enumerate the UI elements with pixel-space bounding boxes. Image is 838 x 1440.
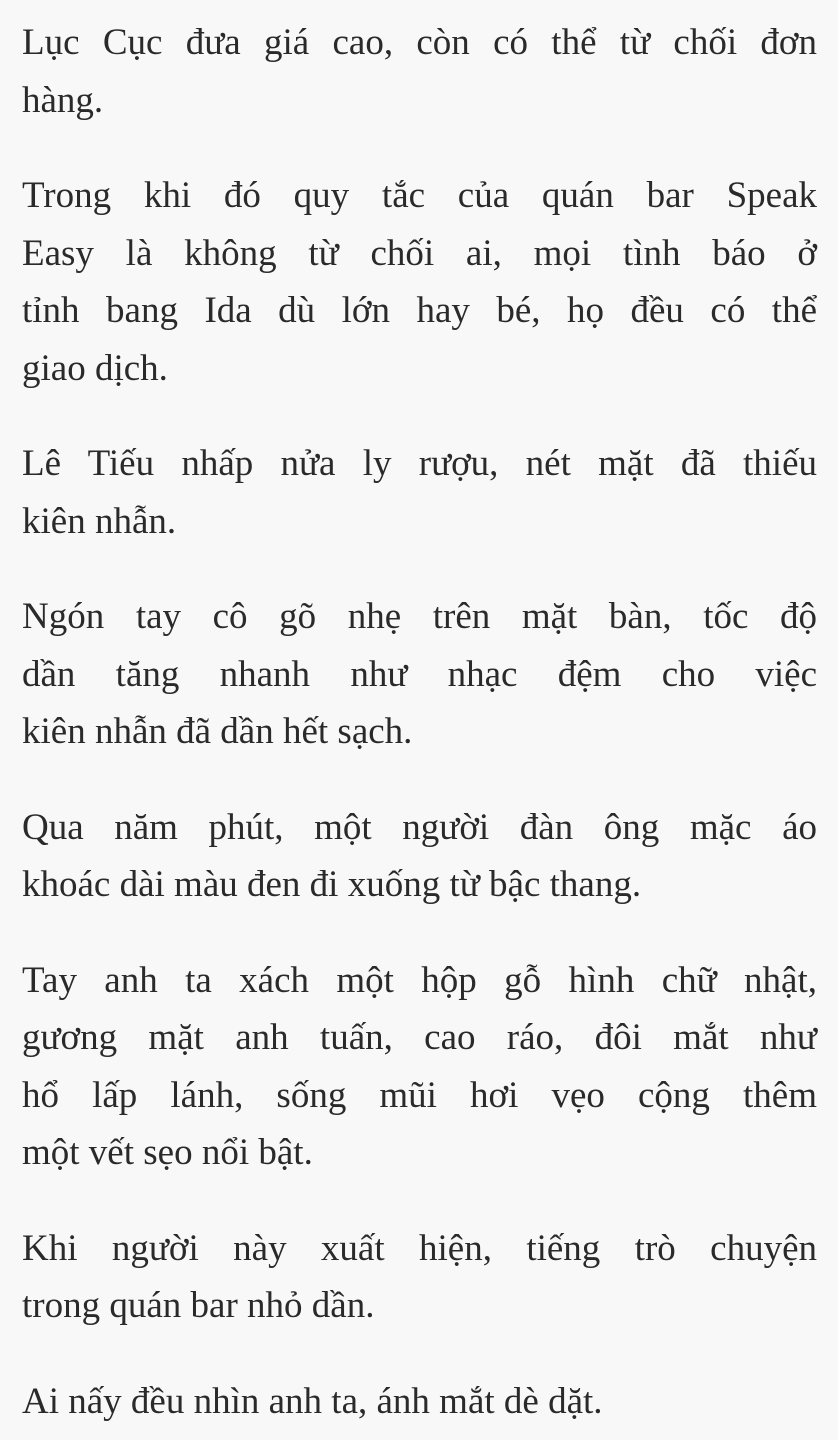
text-line: trong quán bar nhỏ dần. xyxy=(22,1285,375,1326)
text-line: tỉnh bang Ida dù lớn hay bé, họ đều có thể xyxy=(22,290,817,331)
text-line: kiên nhẫn. xyxy=(22,500,177,542)
text-line: Tay anh ta xách một hộp gỗ hình chữ nhật, xyxy=(22,959,817,1001)
paragraph xyxy=(22,167,817,397)
paragraph xyxy=(22,1373,817,1431)
text-line: Easy là không từ chối ai, mọi tình báo ở xyxy=(22,232,817,274)
text-line: Lê Tiếu nhấp nửa ly rượu, nét mặt đã thiếu xyxy=(22,443,817,484)
text-line: dần tăng nhanh như nhạc đệm cho việc xyxy=(22,653,817,695)
text-line: giao dịch. xyxy=(22,347,168,389)
paragraph xyxy=(22,435,817,550)
text-line: một vết sẹo nổi bật. xyxy=(22,1132,313,1173)
paragraph xyxy=(22,588,817,761)
text-line: Ngón tay cô gõ nhẹ trên mặt bàn, tốc độ xyxy=(22,596,817,637)
paragraph xyxy=(22,14,817,129)
text-line: Ai nấy đều nhìn anh ta, ánh mắt dè dặt. xyxy=(22,1380,603,1422)
text-line: hàng. xyxy=(22,79,104,121)
paragraph xyxy=(22,799,817,914)
text-line: khoác dài màu đen đi xuống từ bậc thang. xyxy=(22,864,642,905)
paragraph xyxy=(22,1220,817,1335)
text-line: kiên nhẫn đã dần hết sạch. xyxy=(22,711,413,752)
text-line: hổ lấp lánh, sống mũi hơi vẹo cộng thêm xyxy=(22,1074,817,1116)
text-line: Qua năm phút, một người đàn ông mặc áo xyxy=(22,806,817,848)
text-line: gương mặt anh tuấn, cao ráo, đôi mắt như xyxy=(22,1017,817,1058)
text-line: Lục Cục đưa giá cao, còn có thể từ chối đơn xyxy=(22,22,817,63)
text-line: Khi người này xuất hiện, tiếng trò chuyện xyxy=(22,1227,817,1269)
text-line: Trong khi đó quy tắc của quán bar Speak xyxy=(22,175,817,216)
paragraph xyxy=(22,952,817,1182)
